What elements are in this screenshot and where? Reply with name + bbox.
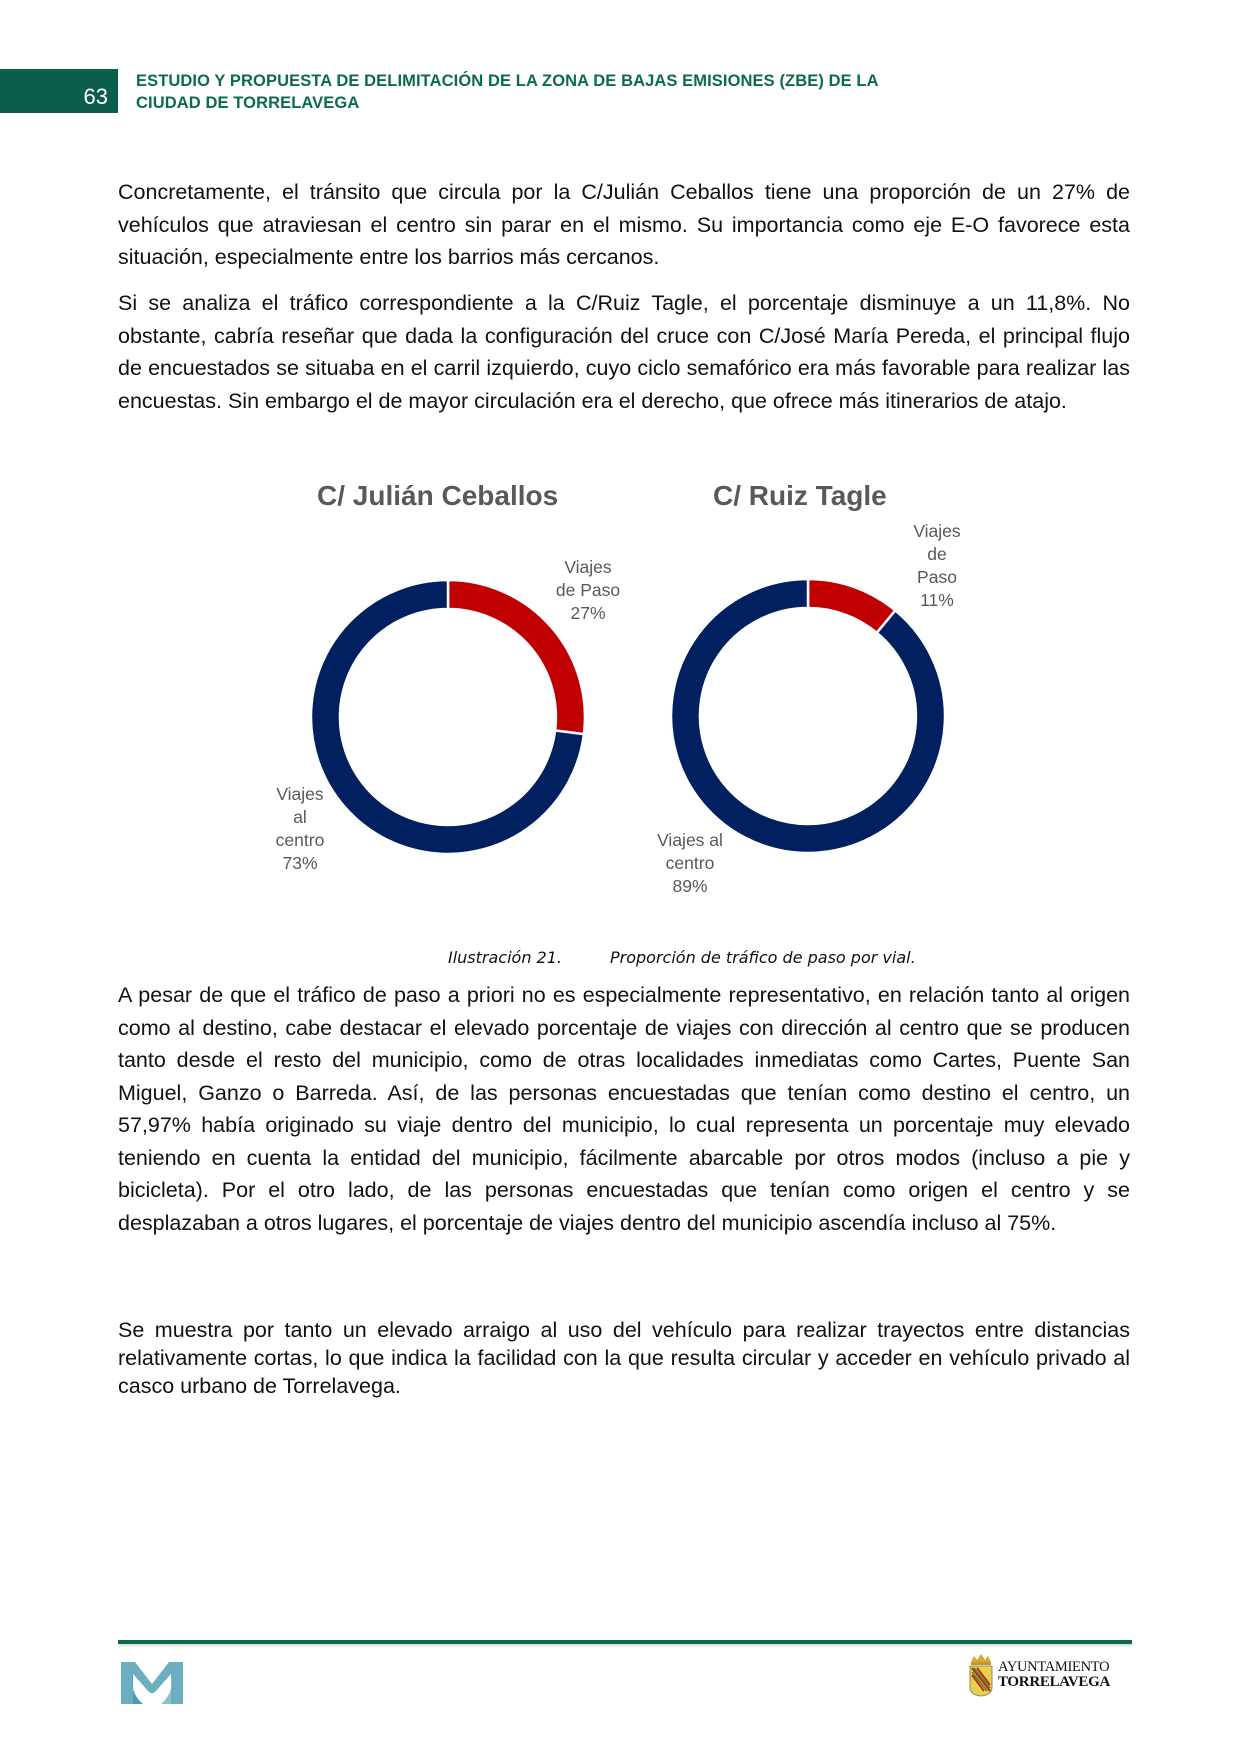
label-viajes-de-paso-c1: Viajes de Paso 27%: [555, 557, 621, 623]
company-logo-icon: [121, 1662, 183, 1704]
paragraph-4: Se muestra por tanto un elevado arraigo al uso del vehículo para realizar trayectos entre distancias relativamente cortas, lo que indica la facilidad con la que resulta circular y acceder en vehículo privado al casco urbano de Torrelavega.: [118, 1318, 1130, 1398]
document-title-line2: CIUDAD DE TORRELAVEGA: [136, 94, 360, 112]
label-viajes-de-paso-c2: Viajes de Paso 11%: [913, 521, 961, 610]
document-title-line1: ESTUDIO Y PROPUESTA DE DELIMITACIÓN DE LA ZONA DE BAJAS EMISIONES (ZBE) DE LA: [136, 72, 879, 90]
paragraph-2: Si se analiza el tráfico correspondiente a la C/Ruiz Tagle, el porcentaje disminuye a un 11,8%. No obstante, cabría reseñar que dada la configuración del cruce con C/José María Pereda, el principal flujo de encuestados se situaba en el carril izquierdo, cuyo ciclo semafórico era más favorable para realizar las encuestas. Sin embargo el de mayor circulación era el derecho, que ofrece más itinerarios de atajo.: [118, 291, 1130, 413]
label-viajes-al-centro-c2: Viajes al centro 89%: [657, 830, 723, 896]
chart-title-julian-ceballos: C/ Julián Ceballos: [317, 480, 559, 511]
figure-caption-text: Proporción de tráfico de paso por vial.: [610, 948, 916, 967]
chart-title-ruiz-tagle: C/ Ruiz Tagle: [713, 480, 887, 511]
footer-divider: [118, 1640, 1132, 1644]
paragraph-1: Concretamente, el tránsito que circula por la C/Julián Ceballos tiene una proporción de un 27% de vehículos que atraviesan el centro sin parar en el mismo. Su importancia como eje E-O favorece esta situación, especialmente entre los barrios más cercanos.: [118, 180, 1130, 269]
donut-slice-viajes-al-centro: [671, 579, 945, 853]
figure-caption: [448, 948, 916, 967]
coat-of-arms-icon: [968, 1653, 994, 1697]
page-number-box: [0, 69, 118, 113]
ayuntamiento-logo: [968, 1653, 1110, 1697]
page-number: 63: [83, 84, 108, 109]
donut-chart-ruiz-tagle: [666, 574, 950, 858]
company-logo: [121, 1662, 183, 1709]
document-title: [136, 70, 956, 114]
figure-caption-number: Ilustración 21.: [448, 948, 562, 967]
ayuntamiento-name: AYUNTAMIENTO TORRELAVEGA: [998, 1659, 1111, 1690]
label-viajes-al-centro-c1: Viajes al centro 73%: [275, 784, 325, 873]
paragraph-3: A pesar de que el tráfico de paso a priori no es especialmente representativo, en relación tanto al origen como al destino, cabe destacar el elevado porcentaje de viajes con dirección al centro que se producen tanto desde el resto del municipio, como de otras localidades inmediatas como Cartes, Puente San Miguel, Ganzo o Barreda. Así, de las personas encuestadas que tenían como destino el centro, un 57,97% había originado su viaje dentro del municipio, lo cual representa un porcentaje muy elevado teniendo en cuenta la entidad del municipio, fácilmente abarcable por otros modos (incluso a pie y bicicleta). Por el otro lado, de las personas encuestadas que tenían como origen el centro y se desplazaban a otros lugares, el porcentaje de viajes dentro del municipio ascendía incluso al 75%.: [118, 983, 1130, 1235]
